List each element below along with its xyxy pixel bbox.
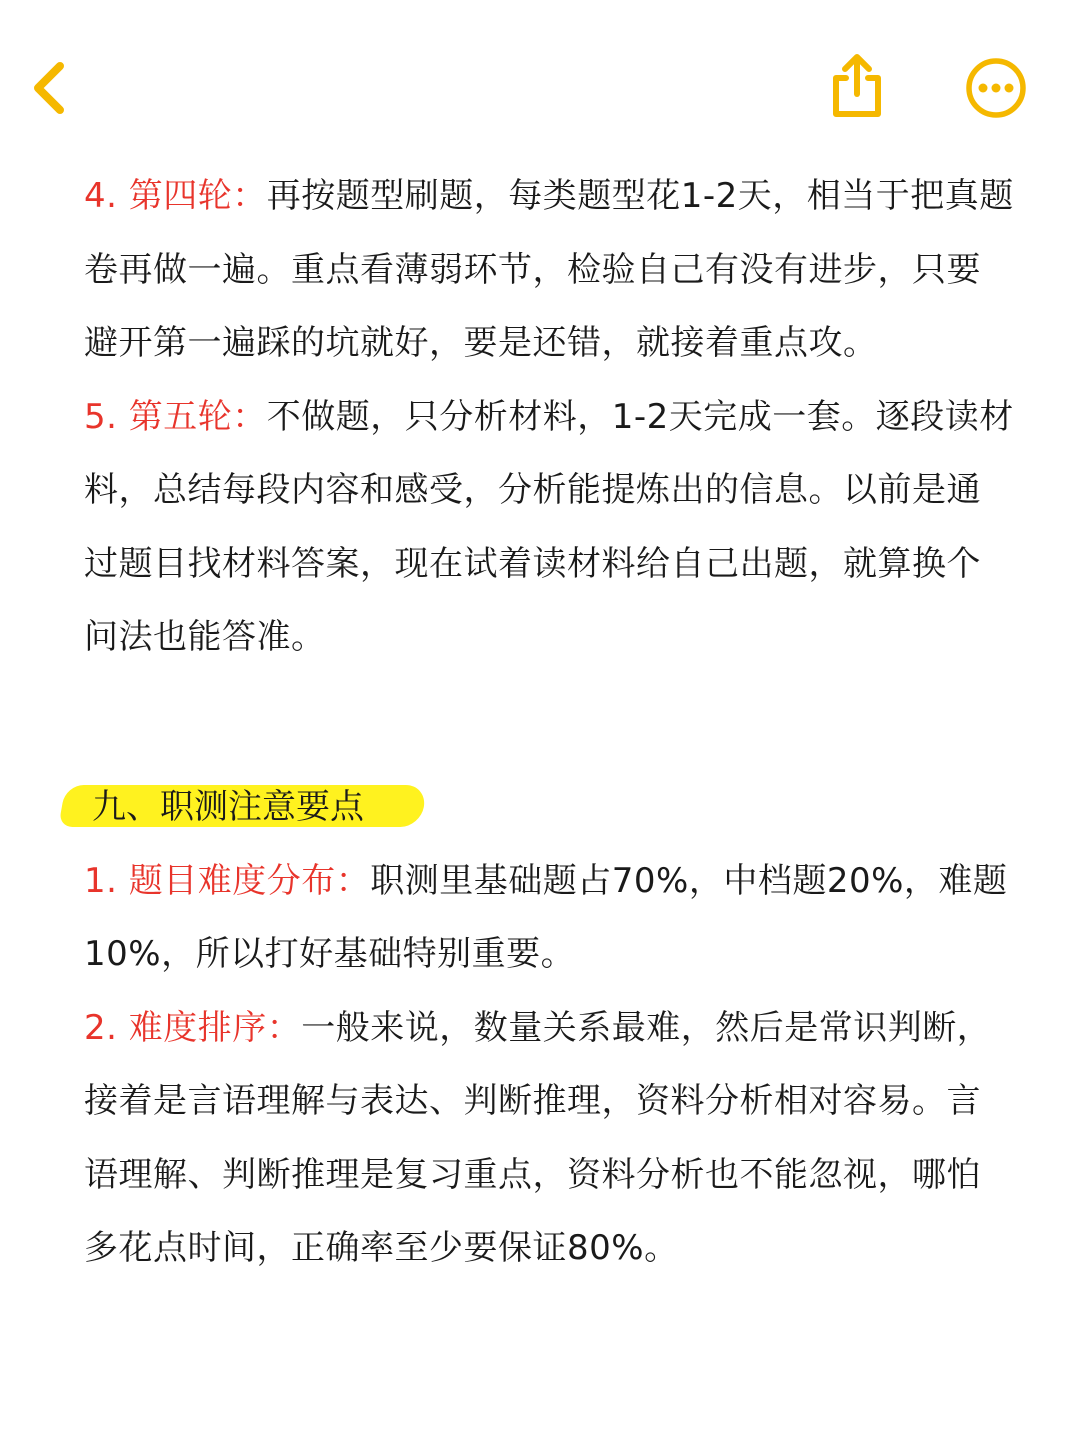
- section-gap: [84, 675, 1014, 779]
- round5-label: 5. 第五轮：: [84, 396, 267, 437]
- section-heading: [62, 779, 424, 835]
- round4-label: 4. 第四轮：: [84, 176, 267, 216]
- round5-paragraph: [84, 381, 1014, 675]
- point1-text: 职测里基础题占70%，中档题20%，难题10%，所以打好基础特别重要。: [84, 860, 1008, 974]
- round5-text: 不做题，只分析材料，1-2天完成一套。逐段读材料，总结每段内容和感受，分析能提炼出的信息。以前是通过题目找材料答案，现在试着读材料给自己出题，就算换个问法也能答准。: [84, 396, 1014, 657]
- share-icon[interactable]: [826, 52, 888, 120]
- round4-text: 再按题型刷题，每类题型花1-2天，相当于把真题卷再做一遍。重点看薄弱环节，检验自己有没有进步，只要避开第一遍踩的坑就好，要是还错，就接着重点攻。: [84, 176, 1014, 363]
- point1-label: 1. 题目难度分布：: [84, 860, 371, 901]
- section-title: 九、职测注意要点: [92, 786, 364, 827]
- point2-label: 2. 难度排序：: [84, 1007, 302, 1048]
- chevron-left-icon[interactable]: [24, 58, 76, 118]
- top-toolbar: [0, 0, 1080, 150]
- round4-paragraph: [84, 160, 1014, 381]
- point1-paragraph: [84, 845, 1014, 992]
- point2-paragraph: [84, 992, 1014, 1286]
- more-icon[interactable]: [964, 56, 1028, 120]
- point2-text: 一般来说，数量关系最难，然后是常识判断，接着是言语理解与表达、判断推理，资料分析相对容易。言语理解、判断推理是复习重点，资料分析也不能忽视，哪怕多花点时间，正确率至少要保证80%。: [84, 1007, 992, 1268]
- article-body: [84, 160, 1014, 1286]
